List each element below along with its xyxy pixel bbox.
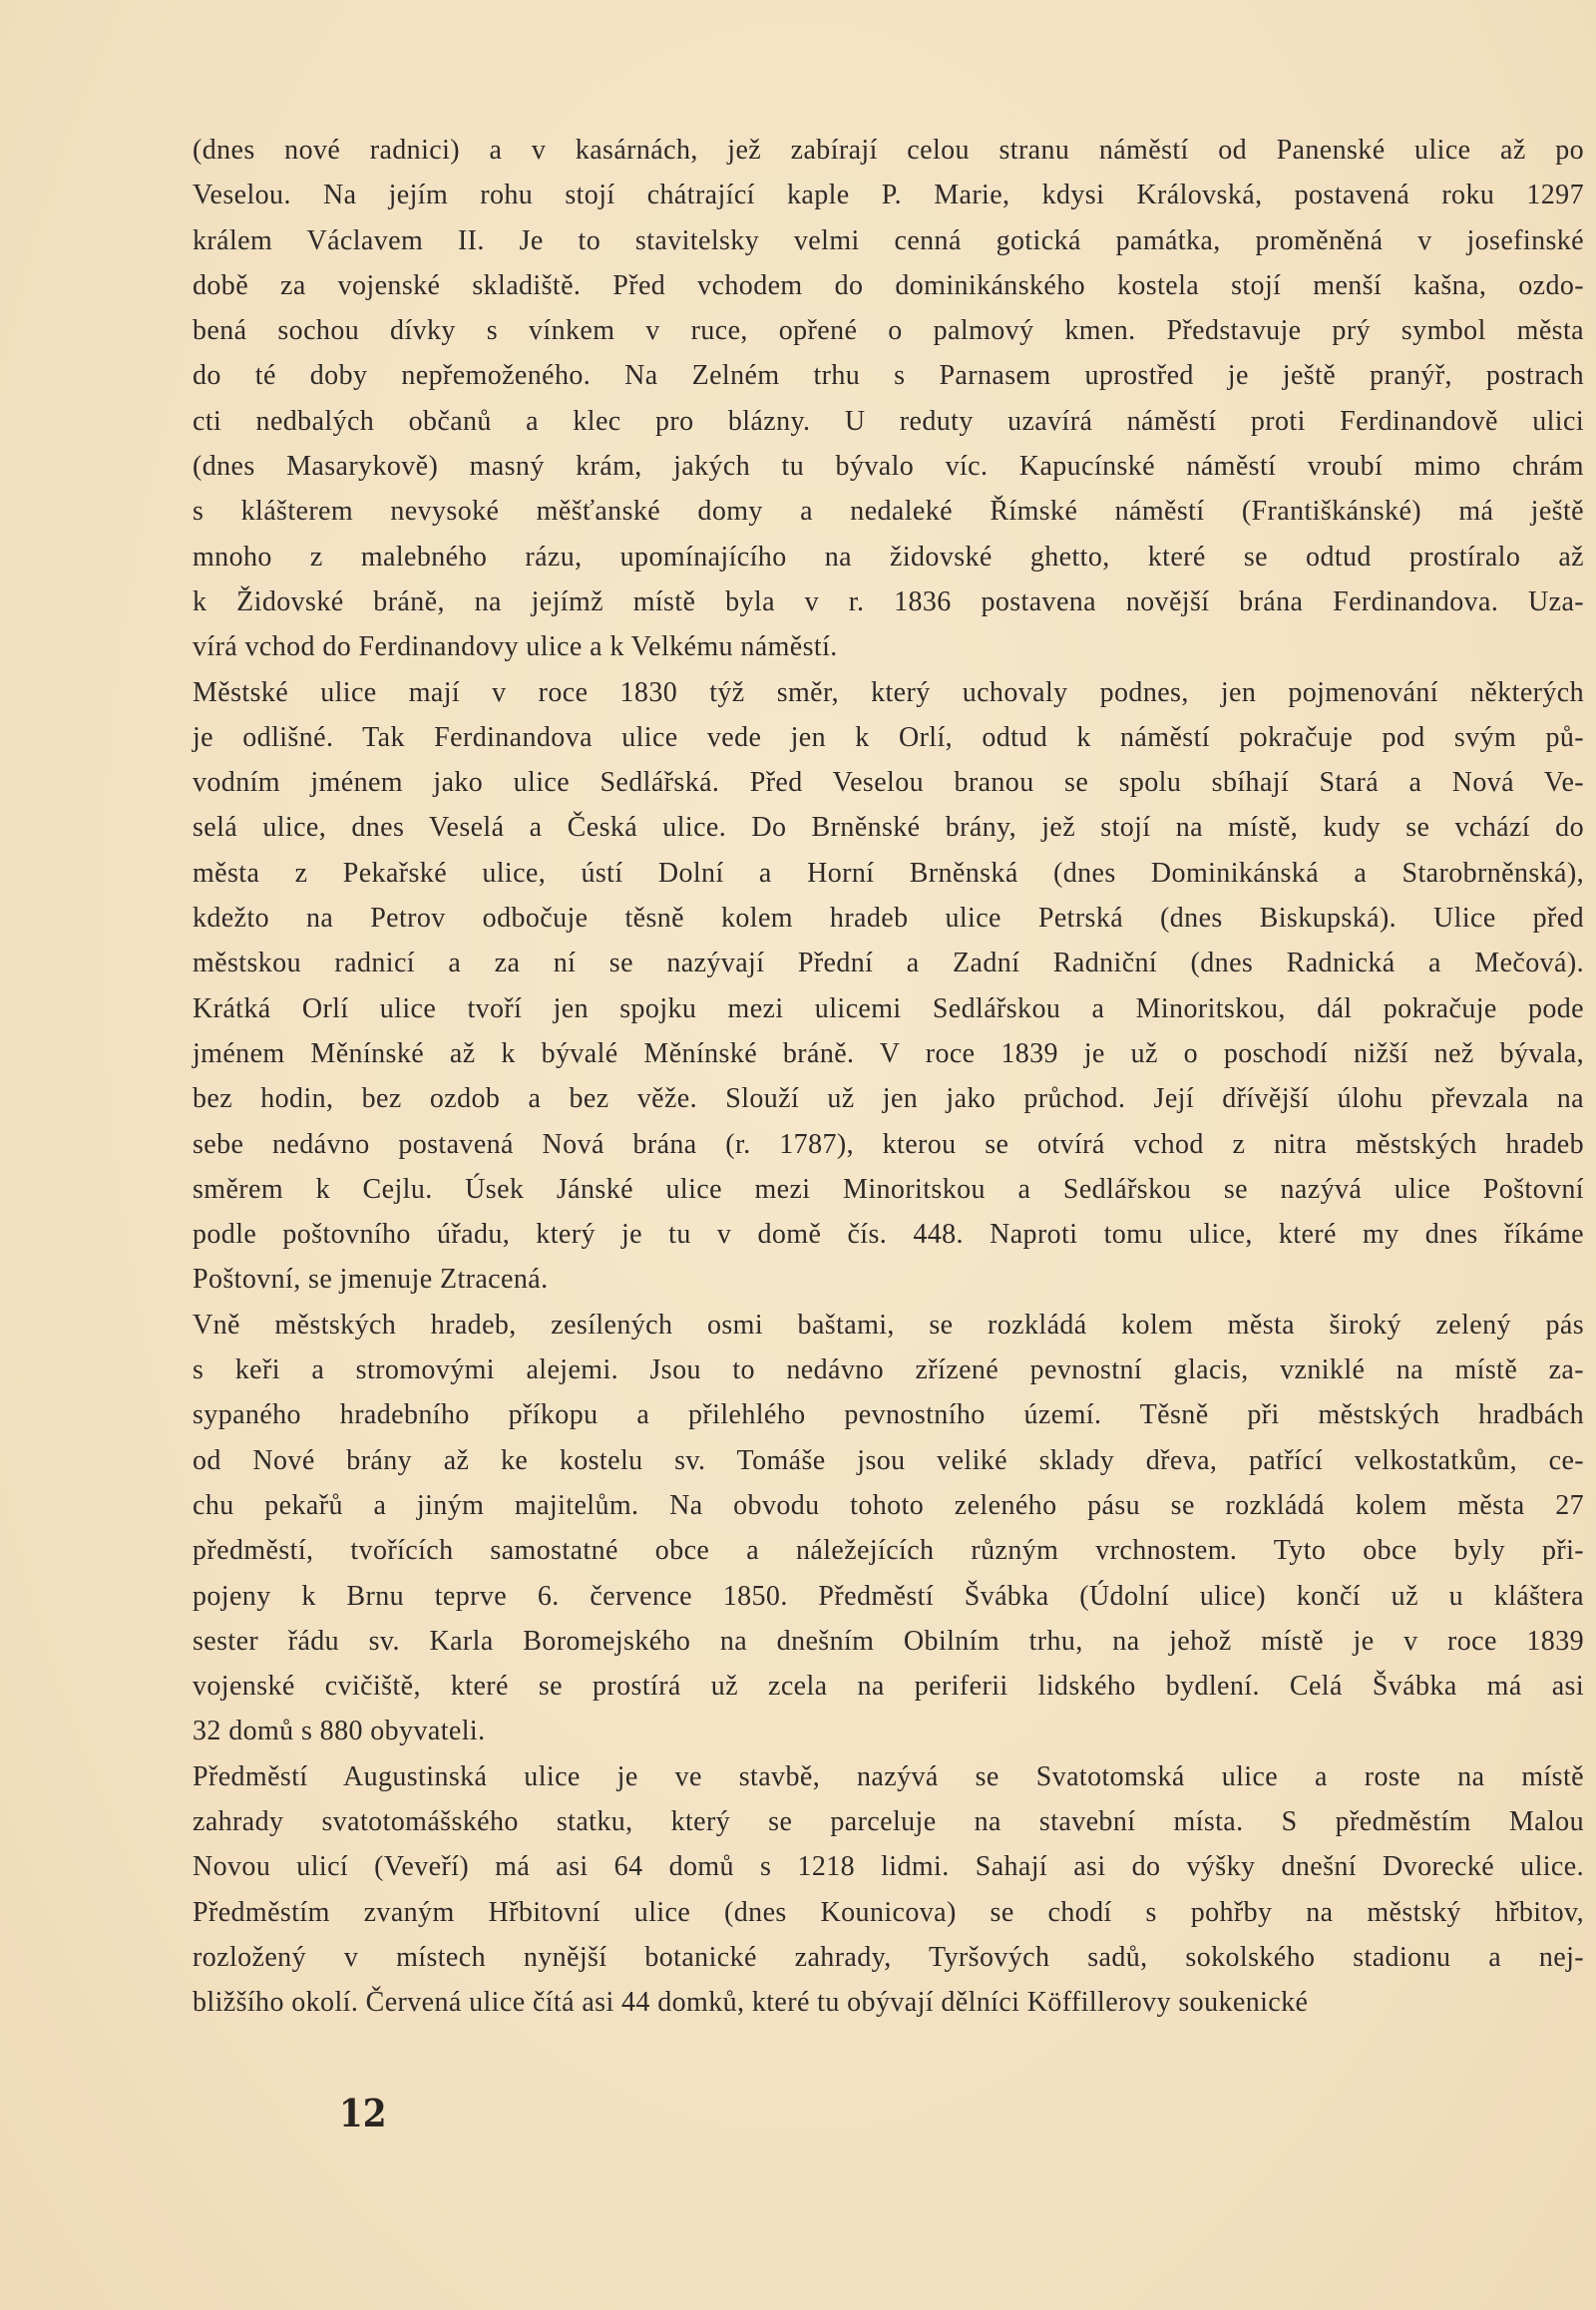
text-line: směrem k Cejlu. Úsek Jánské ulice mezi Minoritskou a Sedlářskou se nazývá ulice Poštovní [193, 1173, 1584, 1205]
text-line: Krátká Orlí ulice tvoří jen spojku mezi ulicemi Sedlářskou a Minoritskou, dál pokračuje pode [193, 992, 1584, 1024]
text-line: Předměstím zvaným Hřbitovní ulice (dnes Kounicova) se chodí s pohřby na městský hřbitov, [193, 1896, 1584, 1928]
text-line: města z Pekařské ulice, ústí Dolní a Horní Brněnská (dnes Dominikánská a Starobrněnská), [193, 857, 1584, 889]
text-line: králem Václavem II. Je to stavitelsky velmi cenná gotická památka, proměněná v josefinské [193, 224, 1584, 256]
text-line: selá ulice, dnes Veselá a Česká ulice. Do Brněnské brány, jež stojí na místě, kudy se vchází do [193, 812, 1584, 844]
text-line: podle poštovního úřadu, který je tu v domě čís. 448. Naproti tomu ulice, které my dnes říkáme [193, 1219, 1584, 1251]
text-line: 32 domů s 880 obyvateli. [193, 1716, 486, 1747]
text-line: cti nedbalých občanů a klec pro blázny. U reduty uzavírá náměstí proti Ferdinandově ulici [193, 405, 1584, 437]
text-line: bez hodin, bez ozdob a bez věže. Slouží už jen jako průchod. Její dřívější úlohu převzala na [193, 1083, 1584, 1115]
page-number: 12 [339, 2091, 387, 2135]
text-line: vodním jménem jako ulice Sedlářská. Před Veselou branou se spolu sbíhají Stará a Nová Ve- [193, 767, 1584, 799]
text-line: předměstí, tvořících samostatné obce a náležejících různým vrchnostem. Tyto obce byly při- [193, 1535, 1584, 1567]
text-line: Poštovní, se jmenuje Ztracená. [193, 1264, 549, 1296]
text-line: bližšího okolí. Červená ulice čítá asi 44 domků, které tu obývají dělníci Köffillerovy soukenické [193, 1987, 1309, 2019]
text-line: době za vojenské skladiště. Před vchodem do dominikánského kostela stojí menší kašna, ozdo- [193, 269, 1584, 301]
text-line: sester řádu sv. Karla Boromejského na dnešním Obilním trhu, na jehož místě je v roce 1839 [193, 1625, 1584, 1657]
text-line: Novou ulicí (Veveří) má asi 64 domů s 1218 lidmi. Sahají asi do výšky dnešní Dvorecké ulice. [193, 1851, 1584, 1883]
text-line: Vně městských hradeb, zesílených osmi baštami, se rozkládá kolem města široký zelený pás [193, 1309, 1584, 1341]
text-line: do té doby nepřemoženého. Na Zelném trhu s Parnasem uprostřed je ještě pranýř, postrach [193, 360, 1584, 392]
text-line: Městské ulice mají v roce 1830 týž směr, který uchovaly podnes, jen pojmenování některých [193, 676, 1584, 708]
text-line: chu pekařů a jiným majitelům. Na obvodu tohoto zeleného pásu se rozkládá kolem města 27 [193, 1489, 1584, 1521]
text-line: vojenské cvičiště, které se prostírá už zcela na periferii lidského bydlení. Celá Švábka má asi [193, 1671, 1584, 1703]
text-line: jménem Měnínské až k bývalé Měnínské bráně. V roce 1839 je už o poschodí nižší než bývala, [193, 1037, 1584, 1069]
text-line: vírá vchod do Ferdinandovy ulice a k Velkému náměstí. [193, 631, 838, 663]
text-line: s klášterem nevysoké měšťanské domy a nedaleké Římské náměstí (Františkánské) má ještě [193, 496, 1584, 528]
text-line: městskou radnicí a za ní se nazývají Přední a Zadní Radniční (dnes Radnická a Mečová). [193, 948, 1584, 979]
text-line: Veselou. Na jejím rohu stojí chátrající kaple P. Marie, kdysi Královská, postavená roku 1297 [193, 180, 1584, 211]
text-line: rozložený v místech nynější botanické zahrady, Tyršových sadů, sokolského stadionu a nej- [193, 1941, 1584, 1973]
paragraph [193, 1754, 1584, 2026]
text-line: k Židovské bráně, na jejímž místě byla v r. 1836 postavena novější brána Ferdinandova. Uza- [193, 585, 1584, 617]
text-line: od Nové brány až ke kostelu sv. Tomáše jsou veliké sklady dřeva, patřící velkostatkům, ce- [193, 1444, 1584, 1476]
text-line: zahrady svatotomášského statku, který se parceluje na stavební místa. S předměstím Malou [193, 1805, 1584, 1837]
paragraph [193, 128, 1584, 670]
text-line: kdežto na Petrov odbočuje těsně kolem hradeb ulice Petrská (dnes Biskupská). Ulice před [193, 903, 1584, 935]
text-line: s keři a stromovými alejemi. Jsou to nedávno zřízené pevnostní glacis, vzniklé na místě za- [193, 1354, 1584, 1386]
text-line: sypaného hradebního příkopu a přilehlého pevnostního území. Těsně při městských hradbách [193, 1399, 1584, 1431]
text-line: (dnes Masarykově) masný krám, jakých tu bývalo víc. Kapucínské náměstí vroubí mimo chrám [193, 451, 1584, 483]
text-line: Předměstí Augustinská ulice je ve stavbě, nazývá se Svatotomská ulice a roste na místě [193, 1760, 1584, 1792]
text-line: pojeny k Brnu teprve 6. července 1850. Předměstí Švábka (Údolní ulice) končí už u kláštera [193, 1580, 1584, 1612]
text-line: mnoho z malebného rázu, upomínajícího na židovské ghetto, které se odtud prostíralo až [193, 541, 1584, 573]
text-line: je odlišné. Tak Ferdinandova ulice vede jen k Orlí, odtud k náměstí pokračuje pod svým pů- [193, 721, 1584, 753]
text-line: sebe nedávno postavená Nová brána (r. 1787), kterou se otvírá vchod z nitra městských hradeb [193, 1128, 1584, 1160]
text-line: (dnes nové radnici) a v kasárnách, jež zabírají celou stranu náměstí od Panenské ulice až po [193, 135, 1584, 166]
paragraph [193, 1303, 1584, 1754]
text-line: bená sochou dívky s vínkem v ruce, opřené o palmový kmen. Představuje prý symbol města [193, 315, 1584, 347]
body-text [193, 128, 1584, 2025]
paragraph [193, 670, 1584, 1303]
